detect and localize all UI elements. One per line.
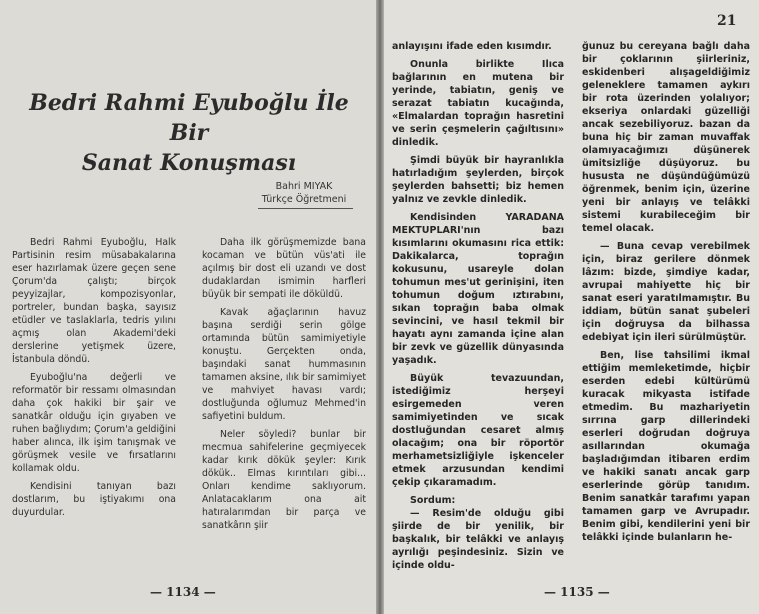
paragraph: Ben, lise tahsilimi ikmal ettiğim memleketimde, hiçbir eserden edebi kültürümü kuracak mikyasta istifade etmedim. Bu mazhariyetin sırrına garp dillerindeki eserleri doğrudan doğruya asıllarından okumağa başladığımdan itibaren erdim ve hakiki sanatı ancak garp eserlerinde görüp tanıdım. Benim sanatkâr tarafımı yapan tamamen garp ve Avrupadır. Benim gibi, kendilerini yeni bir telâkki içinde bulanların he- (582, 350, 750, 543)
corner-page-number: 21 (717, 13, 737, 29)
right-column-1 (392, 40, 564, 572)
title-line-1: Bedri Rahmi Eyuboğlu İle Bir (29, 90, 349, 146)
paragraph: Eyuboğlu'na değerli ve reformatör bir ressamı olmasından daha çok hakiki bir şair ve sanatkâr olduğu için gıyaben ve ruhen bağlıydım; Çorum'a geldiğini haber alınca, ilk işim tanışmak ve görüşmek vesile ve fırsatlarını kollamak oldu. (12, 372, 176, 474)
right-column-2 (582, 40, 750, 544)
book-gutter (376, 0, 384, 614)
left-column-1 (12, 236, 176, 519)
title-line-2: Sanat Konuşması (81, 150, 297, 176)
author-underline (258, 208, 353, 209)
article-title (14, 88, 364, 178)
paragraph: anlayışını ifade eden kısımdır. (392, 41, 552, 52)
page-number: — 1135 — (544, 585, 610, 599)
page-number: — 1134 — (150, 585, 216, 599)
paragraph: Daha ilk görüşmemizde bana kocaman ve bütün vüs'ati ile açılmış bir dost eli uzandı ve dost dudaklardan ismimin harfleri büyük bir sempati ile döküldü. (202, 237, 366, 300)
paragraph: Bedri Rahmi Eyuboğlu, Halk Partisinin resim müsabakalarına eser hazırlamak üzere geçen sene Çorum'da çalıştı; birçok peyyizajlar, kompozisyonlar, portreler, bundan başka, sayısız etüdler ve taslaklarla, tedris yılını açmış olan Akademi'deki derslerine yetişmek üzere, İstanbula döndü. (12, 237, 176, 365)
paragraph: Kavak ağaçlarının havuz başına serdiği serin gölge ortamında bütün samimiyetiyle konuştu. Gerçekten onda, başındaki sanat hummasının tamamen aksine, ılık bir samimiyet ve mahviyet havası vardı; dostluğunda oğlumuz Mehmed'in safiyetini buldum. (202, 307, 366, 422)
author-block (245, 180, 363, 206)
paragraph: Kendisinden YARADANA MEKTUPLARI'nın bazı kısımlarını okumasını rica ettik: Dakikalarca, toprağın kokusunu, usareyle dolan tohumun mes'ut gerinişini, iten tohumun doğum ıztırabını, sıkan toprağın baba olmak sevincini, ve hasıl tekmil bir hayatı aynı zamanda içine alan bir zevk ve güzellik dünyasında yaşadık. (392, 212, 564, 366)
left-page (0, 0, 376, 614)
author-name: Bahri MIYAK (275, 181, 333, 192)
paragraph: Onunla birlikte Ilıca bağlarının en mutena bir yerinde, tabiatın, geniş ve serazat tabiatın kucağında, «Elmalardan toprağın hasretini ve serin çeşmelerin çağıltısını» dinledik. (392, 59, 564, 148)
paragraph: Şimdi büyük bir hayranlıkla hatırladığım şeylerden, birçok şeylerden bahsetti; biz hemen yalnız ve zevkle dinledik. (392, 155, 564, 205)
paragraph: — Buna cevap verebilmek için, biraz gerilere dönmek lâzım: bizde, şimdiye kadar, avrupai mahiyette hiç bir sanat eseri yaratılmamıştır. Bu iddiam, bütün sanat şubeleri için doğruysa da bilhassa edebiyat için ileri sürülmüştür. (582, 241, 750, 343)
right-page (384, 0, 759, 614)
left-column-2 (202, 236, 366, 532)
paragraph: — Resim'de olduğu gibi şiirde de bir yenilik, bir başkalık, bir telâkki ve anlayış ayrılığı peşindesiniz. Sizin ve içinde oldu- (392, 508, 564, 571)
paragraph: Neler söyledi? bunlar bir mecmua sahifelerine geçmiyecek kadar kırık dökük şeyler: Kırık dökük.. Elmas kırıntıları gibi... Onları kendime saklıyorum. Anlatacaklarım ona ait hatıralarımdan bir parça ve sanatkârın şiir (202, 429, 366, 531)
author-role: Türkçe Öğretmeni (261, 194, 347, 205)
paragraph: Büyük tevazuundan, istediğimiz herşeyi esirgemeden veren samimiyetinden ve sıcak dostluğundan cesaret almış olacağım; ona bir röportör merhametsizliğiyle işkenceler etmek arzusundan kendimi çekip çıkaramadım. (392, 373, 564, 488)
paragraph: Sordum: (410, 495, 456, 506)
paragraph: Kendisini tanıyan bazı dostlarım, bu iştiyakımı ona duyurdular. (12, 481, 176, 518)
paragraph: ğunuz bu cereyana bağlı daha bir çoklarının şiirleriniz, eskidenberi alışageldiğimiz geleneklere tamamen aykırı bir rota üzerinden yolalıyor; ekseriya onlardaki güzelliği ancak sezebiliyoruz. bazan da buna hiç bir zaman muvaffak olamıyacağımızı düşünerek ümitsizliğe düşüyoruz. bu hususta ne düşündüğümüzü öğrenmek, benim için, üzerine yeni bir anlayış ve telâkki sistemi kurabileceğim bir temel olacak. (582, 41, 750, 234)
